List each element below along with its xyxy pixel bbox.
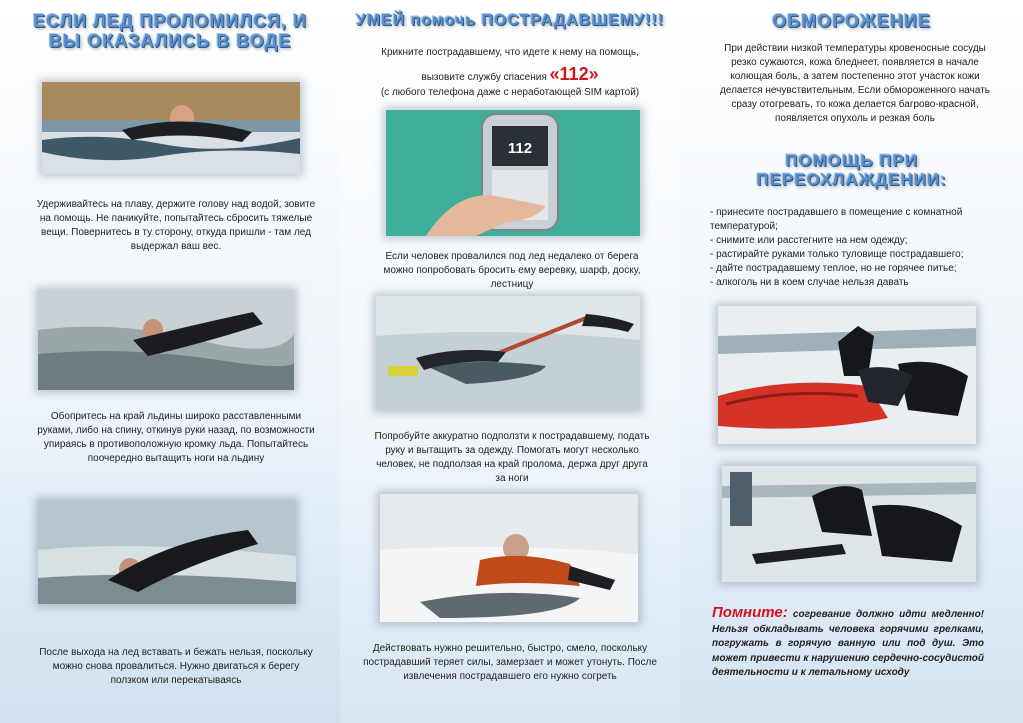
photo-rescuers-on-ice xyxy=(722,466,976,582)
col2-intro-line2-wrap xyxy=(350,64,670,88)
remember-text: согревание должно идти медленно! Нельзя обкладывать человека горячими грелками, погружать в горячую ванную или под душ. Это может привести к нарушению сердечно-сосудистой деятельности и к летальному исходу xyxy=(712,609,985,678)
frostbite-text: При действии низкой температуры кровеносные сосуды резко сужаются, кожа бледнеет, появляется в начале колющая боль, а затем постепенно этот участок кожи делается нечувствительным. Если обмороженного начать сразу отогревать, то кожа делается багрово-красной, появляется опухоль и резкая боль xyxy=(720,43,990,124)
col2-intro-line3: (с любого телефона даже с неработающей SIM картой) xyxy=(380,87,640,98)
hypothermia-help-list xyxy=(710,206,1000,290)
help-item: - принесите пострадавшего в помещение с комнатной температурой; xyxy=(710,207,963,232)
photo-rescue-with-ladder xyxy=(376,296,640,410)
col3-title-hypothermia: ПОМОЩЬ ПРИ ПЕРЕОХЛАЖДЕНИИ: xyxy=(756,151,947,189)
col2-intro-line2: вызовите службу спасения xyxy=(421,72,547,83)
photo-man-in-ice-water xyxy=(42,82,300,174)
help-item: - снимите или расстегните на нем одежду; xyxy=(710,235,908,246)
phone-display-number: 112 xyxy=(507,140,533,157)
photo-man-crawling-on-ice xyxy=(38,500,296,604)
col1-caption-1: Удерживайтесь на плаву, держите голову над водой, зовите на помощь. Не паникуйте, попытайтесь сбросить тяжелые вещи. Повернитесь в ту сторону, откуда пришли - там лед выдержал ваш вес. xyxy=(36,199,316,252)
remember-block xyxy=(712,606,984,681)
photo-phone-112 xyxy=(386,110,640,236)
col3-title-frostbite: ОБМОРОЖЕНИЕ xyxy=(772,11,931,31)
emergency-number: «112» xyxy=(549,64,599,84)
col1-title: ЕСЛИ ЛЕД ПРОЛОМИЛСЯ, И ВЫ ОКАЗАЛИСЬ В ВОДЕ xyxy=(33,11,307,51)
col2-caption-3: Действовать нужно решительно, быстро, смело, поскольку пострадавший теряет силы, замерзает и может утонуть. После извлечения пострадавшего его нужно согреть xyxy=(363,643,657,682)
col2-caption-1: Если человек провалился под лед недалеко от берега можно попробовать бросить ему веревку, шарф, доску, лестницу xyxy=(383,251,641,290)
photo-pulling-victim-out xyxy=(380,494,638,622)
photo-rescuers-with-boat xyxy=(718,306,976,444)
col1-caption-2: Обопритесь на край льдины широко расставленными руками, либо на спину, откинув руки назад, по возможности упираясь в противоположную кромку льда. Попытайтесь поочередно вытащить ноги на льдину xyxy=(37,411,315,464)
column-fell-through-ice xyxy=(0,0,340,723)
col2-intro-line1: Крикните пострадавшему, что идете к нему на помощь, xyxy=(381,47,639,58)
col2-title: УМЕЙ помочь ПОСТРАДАВШЕМУ!!! xyxy=(355,12,665,29)
photo-man-leaning-on-ice xyxy=(38,290,294,390)
column-help-victim xyxy=(340,0,680,723)
column-frostbite xyxy=(680,0,1023,723)
col2-caption-2: Попробуйте аккуратно подползти к пострадавшему, подать руку и вытащить за одежду. Помогать могут несколько человек, не подползая на край пролома, держа друг друга за ноги xyxy=(374,431,650,484)
help-item: - растирайте руками только туловище пострадавшего; xyxy=(710,249,964,260)
help-item: - алкоголь ни в коем случае нельзя давать xyxy=(710,277,909,288)
remember-title: Помните: xyxy=(712,604,788,621)
col1-caption-3: После выхода на лед вставать и бежать нельзя, поскольку можно снова провалиться. Нужно двигаться к берегу ползком или перекатываясь xyxy=(39,647,313,686)
help-item: - дайте пострадавшему теплое, но не горячее питье; xyxy=(710,263,957,274)
